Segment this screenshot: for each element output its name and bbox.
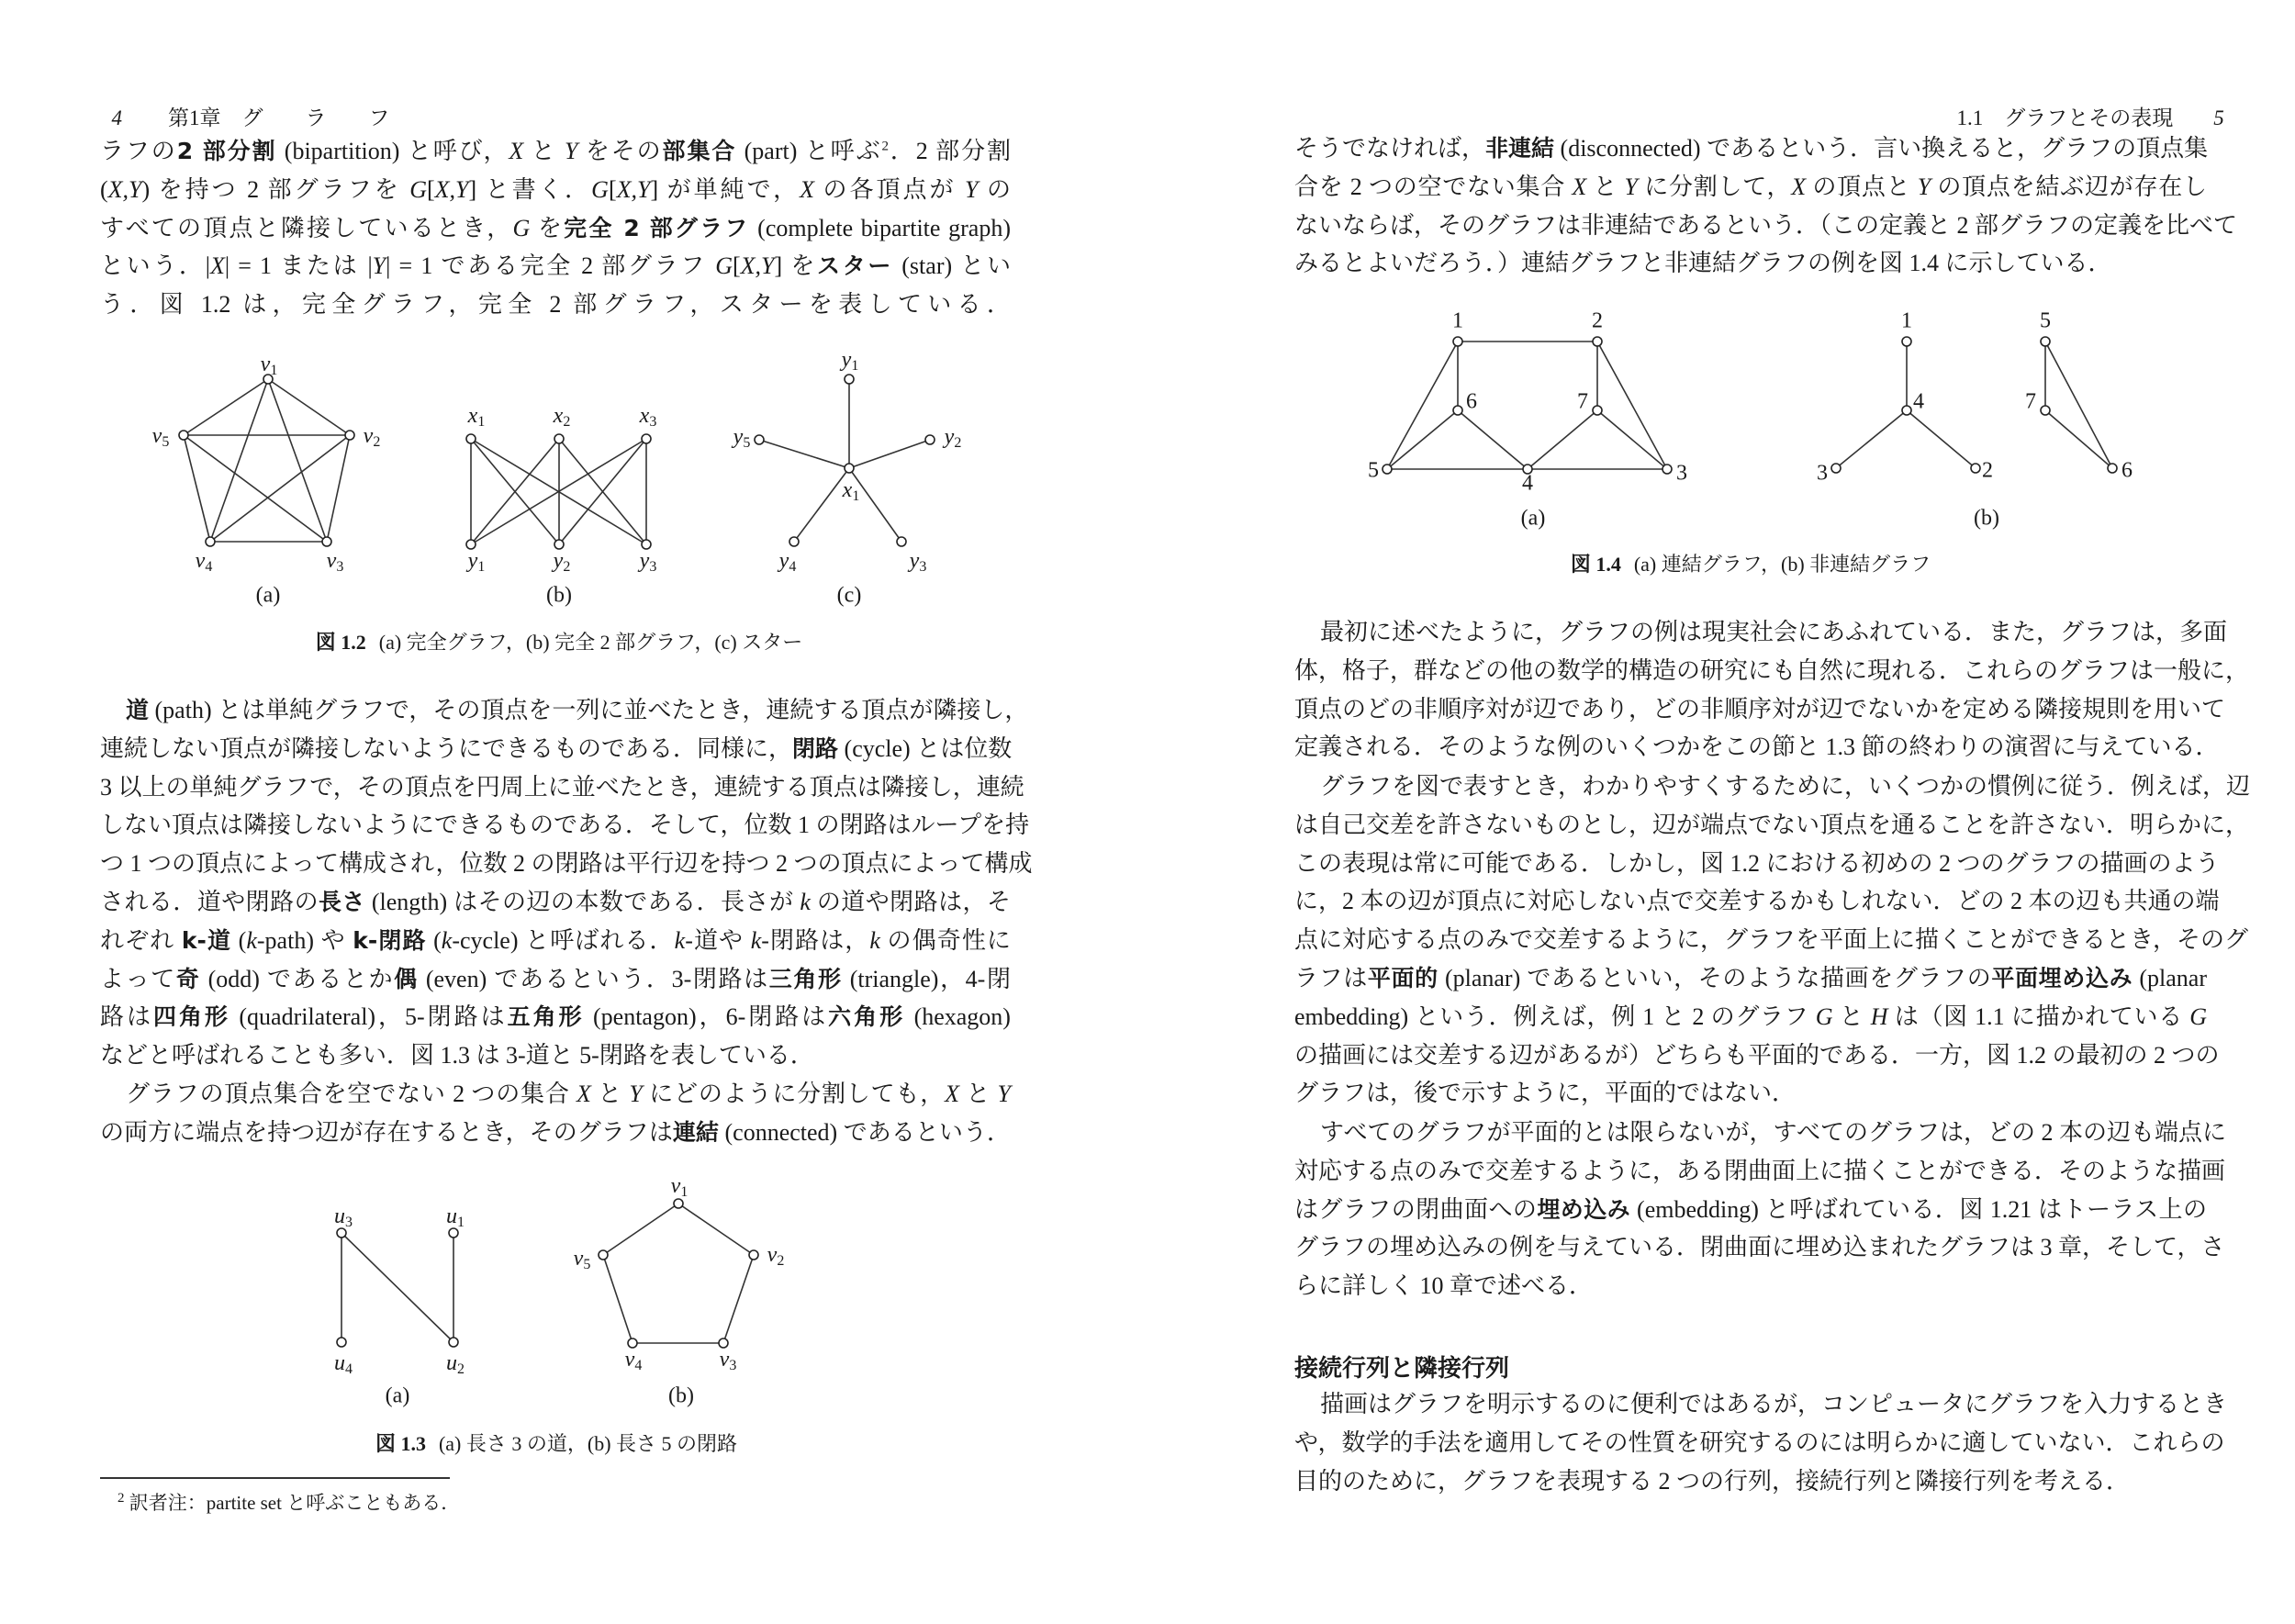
text-run: グラフの頂点集合を空でない 2 つの集合 (126, 1081, 577, 1107)
text-run: (connected) であるという． (718, 1118, 1011, 1146)
defined-term: スター (817, 252, 894, 280)
text-run: ( (231, 926, 247, 954)
defined-term: 平面的 (1367, 964, 1439, 991)
text-run: ] を (774, 252, 818, 280)
math-variable: k (246, 926, 257, 954)
text-run: (odd) であるとか (200, 965, 395, 992)
defined-term: 五角形 (507, 1003, 585, 1031)
text-run: 3 以上の単純グラフで，その頂点を円周上に並べたとき，連続する頂点は隣接し，連続 (100, 773, 1024, 801)
text-run: (part) と呼ぶ (736, 138, 882, 164)
page-number: 4 (111, 106, 122, 129)
figure-1-3a-path (334, 1204, 465, 1408)
text-run: れぞれ (100, 926, 182, 954)
vertex-label: $u_2$ (446, 1350, 465, 1377)
text-run: ．2 部分割 (888, 138, 1011, 164)
vertex-label: $y_5$ (733, 424, 751, 451)
text-run: ラフの (100, 138, 177, 164)
text-run: そうでなければ， (1294, 135, 1486, 162)
text-run: は（図 1.1 に描かれている (1887, 1002, 2190, 1030)
math-variable: X,Y (740, 252, 775, 280)
text-run: ラフは (1294, 964, 1368, 991)
subfigure-label: (a) (385, 1383, 410, 1408)
defined-term: 道 (126, 697, 150, 723)
text-run: (quadrilateral)，5-閉路は (230, 1003, 508, 1031)
figure-1-2a-complete-graph (152, 353, 381, 608)
vertex-label: $v_3$ (719, 1347, 737, 1373)
footnote-text: 訳者注：partite set と呼ぶこともある． (129, 1492, 461, 1514)
text-run: と (1586, 173, 1625, 200)
text-run: と (1832, 1002, 1871, 1030)
text-run: ( (426, 926, 442, 954)
math-variable: X,Y (616, 175, 651, 203)
text-run: (triangle)，4-閉 (842, 965, 1011, 992)
text-run: という．| (100, 252, 210, 280)
figure-1-3b-cycle (574, 1174, 785, 1408)
math-variable: G (591, 175, 609, 203)
defined-term: 部集合 (662, 138, 737, 164)
math-variable: Y (965, 175, 979, 203)
vertex-label: 5 (2040, 308, 2051, 333)
text-run: -path) や (256, 926, 353, 954)
text-run: ないならば，そのグラフは非連結であるという．（この定義と 2 部グラフの定義を比べて (1294, 211, 2238, 239)
vertex-label: $u_1$ (446, 1204, 465, 1230)
text-run: この表現は常に可能である．しかし，図 1.2 における初めの 2 つのグラフの描画のよう (1294, 849, 2220, 877)
text-run: を (530, 214, 565, 241)
text-run: (even) であるという．3-閉路は (418, 965, 769, 992)
vertex-label: $v_3$ (326, 548, 344, 575)
math-variable: G (2189, 1002, 2207, 1030)
vertex-label: $v_5$ (151, 423, 170, 450)
figure-number: 図 1.4 (1570, 553, 1621, 576)
vertex-label: 5 (1368, 458, 1379, 483)
vertex-label: $x_3$ (639, 403, 657, 430)
vertex-label: $u_3$ (334, 1204, 353, 1230)
text-run: に分割して， (1637, 173, 1792, 200)
text-run: はグラフの閉曲面への (1294, 1195, 1538, 1223)
text-run: (length) はその辺の本数である．長さが (364, 888, 800, 915)
text-run: ] が単純で， (650, 175, 800, 203)
vertex-label: $x_1$ (467, 403, 486, 430)
math-variable: X (509, 138, 524, 164)
section-title: 1.1 グラフとその表現 (1956, 106, 2174, 129)
text-run: の描画には交差する辺があるが）どちらも平面的である．一方，図 1.2 の最初の 2 つの (1294, 1041, 2220, 1069)
text-run: よって (100, 965, 176, 992)
vertex-label: $u_4$ (334, 1350, 353, 1377)
text-run: すべての頂点と隣接しているとき， (100, 214, 513, 241)
math-variable: G (512, 214, 531, 241)
vertex-label: $v_2$ (767, 1242, 785, 1269)
text-run: 最初に述べたように，グラフの例は現実社会にあふれている．また，グラフは，多面 (1320, 619, 2228, 645)
caption-text: (a) 完全グラフ，(b) 完全 2 部グラフ，(c) スター (378, 631, 803, 654)
text-run: [ (426, 175, 435, 203)
text-run: (pentagon)，6-閉路は (584, 1003, 829, 1031)
math-variable: X (1572, 173, 1587, 200)
vertex-label: 4 (1522, 471, 1533, 496)
text-run: ) を持つ 2 部グラフを (141, 175, 410, 203)
subfigure-label: (a) (1520, 506, 1546, 531)
text-run: すべてのグラフが平面的とは限らないが，すべてのグラフは，どの 2 本の辺も端点に (1320, 1119, 2226, 1146)
math-variable: k (750, 926, 762, 954)
text-run: (embedding) と呼ばれている．図 1.21 はトーラス上の (1630, 1195, 2207, 1223)
text-run: (complete bipartite graph) (749, 214, 1011, 241)
math-variable: Y (997, 1081, 1011, 1107)
defined-term: 埋め込み (1537, 1195, 1631, 1223)
vertex-label: $v_2$ (363, 423, 381, 450)
text-run: 点に対応する点のみで交差するように，グラフを平面上に描くことができるとき，そのグ (1294, 926, 2248, 954)
math-variable: X (577, 1081, 591, 1107)
text-run: グラフを図で表すとき，わかりやすくするために，いくつかの慣例に従う．例えば，辺 (1320, 773, 2250, 800)
text-run: 描画はグラフを明示するのに便利ではあるが，コンピュータにグラフを入力するとき (1320, 1391, 2228, 1417)
math-variable: k (441, 926, 453, 954)
math-variable: X (1791, 173, 1807, 200)
vertex-label: $y_3$ (909, 548, 927, 575)
subfigure-label: (b) (1974, 506, 1999, 531)
text-run: の偶奇性に (879, 926, 1011, 954)
defined-term: 四角形 (152, 1003, 230, 1031)
text-run: つ 1 つの頂点によって構成され，位数 2 の閉路は平行辺を持つ 2 つの頂点によって構成 (100, 850, 1033, 878)
text-run: 頂点のどの非順序対が辺であり，どの非順序対が辺でないかを定める隣接規則を用いて (1294, 695, 2226, 722)
defined-term: 連結 (672, 1118, 719, 1146)
math-variable: Y (629, 1081, 643, 1107)
vertex (345, 431, 354, 440)
text-run: 定義される．そのような例のいくつかをこの節と 1.3 節の終わりの演習に与えている． (1294, 734, 2220, 761)
math-variable: Y (1624, 173, 1638, 200)
text-run: 体，格子，群などの他の数学的構造の研究にも自然に現れる．これらのグラフは一般に， (1294, 656, 2250, 684)
text-run: と (590, 1081, 630, 1107)
figure-1-4a-connected-graph (1368, 309, 1687, 531)
math-variable: k (869, 926, 880, 954)
caption-text: (a) 長さ 3 の道，(b) 長さ 5 の閉路 (438, 1432, 738, 1455)
defined-term: 長さ (319, 888, 365, 915)
text-run: や，数学的手法を適用してその性質を研究するのには明らかに適していない．これらの (1294, 1428, 2225, 1456)
footnote-mark: 2 (118, 1491, 125, 1506)
caption-text: (a) 連結グラフ，(b) 非連結グラフ (1633, 553, 1931, 576)
defined-term: 非連結 (1485, 135, 1555, 162)
text-run: しない頂点は隣接しないようにできるものである．そして，位数 1 の閉路はループを持 (100, 812, 1030, 839)
defined-term: 奇 (175, 965, 201, 992)
defined-term: 平面埋め込み (1991, 964, 2133, 991)
vertex-label: 6 (2121, 458, 2133, 483)
text-run: グラフの埋め込みの例を与えている．閉曲面に埋め込まれたグラフは 3 章，そして，さ (1294, 1234, 2225, 1261)
text-run: らに詳しく 10 章で述べる． (1294, 1272, 1594, 1300)
text-run: は自己交差を許さないものとし，辺が端点でない頂点を通ることを許さない．明らかに， (1294, 811, 2250, 838)
vertex-label: 4 (1913, 389, 1924, 414)
text-run: に，2 本の辺が頂点に対応しない点で交差するかもしれない．どの 2 本の辺も共通の端 (1294, 888, 2220, 915)
subfigure-label: (b) (668, 1383, 694, 1408)
section-heading: 接続行列と隣接行列 (1294, 1355, 1510, 1383)
text-run: の道や閉路は，そ (810, 888, 1011, 915)
text-run: の頂点を結ぶ辺が存在し (1931, 173, 2207, 200)
figure-number: 図 1.3 (375, 1432, 426, 1455)
text-run: と (959, 1081, 998, 1107)
text-run: と (523, 138, 565, 164)
figure-1-4b-disconnected-graph (1817, 309, 2133, 531)
text-run: | = 1 である完全 2 部グラフ (386, 252, 716, 280)
text-run: の両方に端点を持つ辺が存在するとき，そのグラフは (100, 1118, 673, 1146)
text-run: う．図 1.2 は，完全グラフ，完全 2 部グラフ，スターを表している． (100, 291, 1011, 319)
math-variable: X (945, 1081, 960, 1107)
text-run: (hexagon) (905, 1003, 1011, 1031)
text-run: などと呼ばれることも多い．図 1.3 は 3-道と 5-閉路を表している． (100, 1042, 814, 1070)
math-variable: X (800, 175, 814, 203)
vertex-label: 1 (1452, 308, 1463, 333)
math-variable: Y (564, 138, 578, 164)
text-run: (planar) であるといい，そのような描画をグラフの (1438, 964, 1992, 991)
vertex-label: $y_2$ (553, 548, 571, 575)
text-run: にどのように分割しても， (642, 1081, 946, 1107)
math-variable: X,Y (434, 175, 469, 203)
text-run: [ (608, 175, 617, 203)
vertex-label: $x_2$ (553, 403, 571, 430)
math-variable: G (409, 175, 427, 203)
vertex-label: 2 (1592, 308, 1603, 333)
text-run: (cycle) とは位数 (838, 734, 1013, 762)
text-run: 対応する点のみで交差するように，ある閉曲面上に描くことができる．そのような描画 (1294, 1157, 2226, 1184)
vertex-label: $y_1$ (467, 548, 486, 575)
defined-term: 六角形 (828, 1003, 906, 1031)
math-variable: Y (1917, 173, 1931, 200)
subfigure-label: (c) (836, 583, 862, 608)
vertex-label: $v_4$ (624, 1347, 643, 1373)
text-run: みるとよいだろう．）連結グラフと非連結グラフの例を図 1.4 に示している． (1294, 250, 2112, 277)
vertex-label: $x_1$ (842, 477, 860, 504)
text-run: ( (100, 175, 108, 203)
vertex-label: 2 (1982, 458, 1993, 483)
subfigure-label: (b) (546, 583, 572, 608)
text-run: -閉路は， (761, 926, 870, 954)
defined-term: 完全 2 部グラフ (564, 214, 750, 241)
chapter-title: 第1章 グ ラ フ (168, 106, 390, 129)
text-run: (planar (2133, 964, 2207, 991)
vertex-label: $y_4$ (778, 548, 797, 575)
text-run: embedding) という．例えば，例 1 と 2 のグラフ (1294, 1002, 1816, 1030)
math-variable: X (209, 252, 225, 280)
text-run: -cycle) と呼ばれる． (452, 926, 675, 954)
text-run: の (978, 175, 1011, 203)
figure-1-2b-complete-bipartite-graph (466, 404, 657, 608)
text-run: ] と書く． (468, 175, 592, 203)
defined-term: 偶 (394, 965, 419, 992)
figure-number: 図 1.2 (315, 631, 366, 654)
figure-1-2c-star (732, 348, 962, 608)
vertex-label: 7 (2025, 389, 2036, 414)
text-run: の頂点と (1806, 173, 1918, 200)
vertex-label: $v_1$ (670, 1173, 688, 1200)
text-run: 路は (100, 1003, 153, 1031)
defined-term: 三角形 (768, 965, 843, 992)
vertex-label: $v_1$ (260, 352, 278, 378)
defined-term: 閉路 (792, 734, 839, 762)
vertex-label: 3 (1676, 461, 1687, 486)
math-variable: G (715, 252, 733, 280)
vertex-label: 3 (1817, 461, 1828, 486)
text-run: (star) とい (893, 252, 1011, 280)
vertex-label: $y_2$ (944, 424, 962, 451)
math-variable: H (1870, 1002, 1888, 1030)
page-number: 5 (2213, 106, 2224, 129)
text-run: をその (577, 138, 663, 164)
vertex-label: 1 (1901, 308, 1912, 333)
text-run: (bipartition) と呼び， (276, 138, 509, 164)
defined-term: k-道 (181, 926, 232, 954)
math-variable: k (800, 888, 811, 915)
math-variable: k (674, 926, 686, 954)
math-variable: Y (372, 252, 386, 280)
math-variable: X,Y (107, 175, 142, 203)
text-run: される．道や閉路の (100, 888, 319, 915)
vertex-label: $y_1$ (841, 347, 859, 374)
defined-term: k-閉路 (353, 926, 427, 954)
text-run: (disconnected) であるという．言い換えると，グラフの頂点集 (1554, 135, 2209, 162)
text-run: [ (733, 252, 741, 280)
math-variable: G (1815, 1002, 1833, 1030)
text-run: | = 1 または | (224, 252, 373, 280)
vertex-label: 7 (1577, 389, 1588, 414)
text-run: 目的のために，グラフを表現する 2 つの行列，接続行列と隣接行列を考える． (1294, 1467, 2131, 1495)
vertex-label: $v_5$ (573, 1246, 591, 1272)
footnote-mark: 2 (881, 139, 889, 154)
subfigure-label: (a) (255, 583, 281, 608)
text-run: 連続しない頂点が隣接しないようにできるものである．同様に， (100, 734, 793, 762)
vertex (322, 537, 331, 546)
vertex (179, 431, 188, 440)
vertex (206, 537, 215, 546)
text-run: -道や (685, 926, 751, 954)
text-run: の各頂点が (814, 175, 966, 203)
vertex-label: 6 (1466, 389, 1477, 414)
vertex-label: $v_4$ (195, 548, 213, 575)
vertex-label: $y_3$ (639, 548, 657, 575)
text-run: グラフは，後で示すように，平面的ではない． (1294, 1080, 1797, 1107)
defined-term: 2 部分割 (176, 138, 277, 164)
text-run: (path) とは単純グラフで，その頂点を一列に並べたとき，連続する頂点が隣接し， (149, 697, 1029, 723)
text-run: 合を 2 つの空でない集合 (1294, 173, 1573, 200)
